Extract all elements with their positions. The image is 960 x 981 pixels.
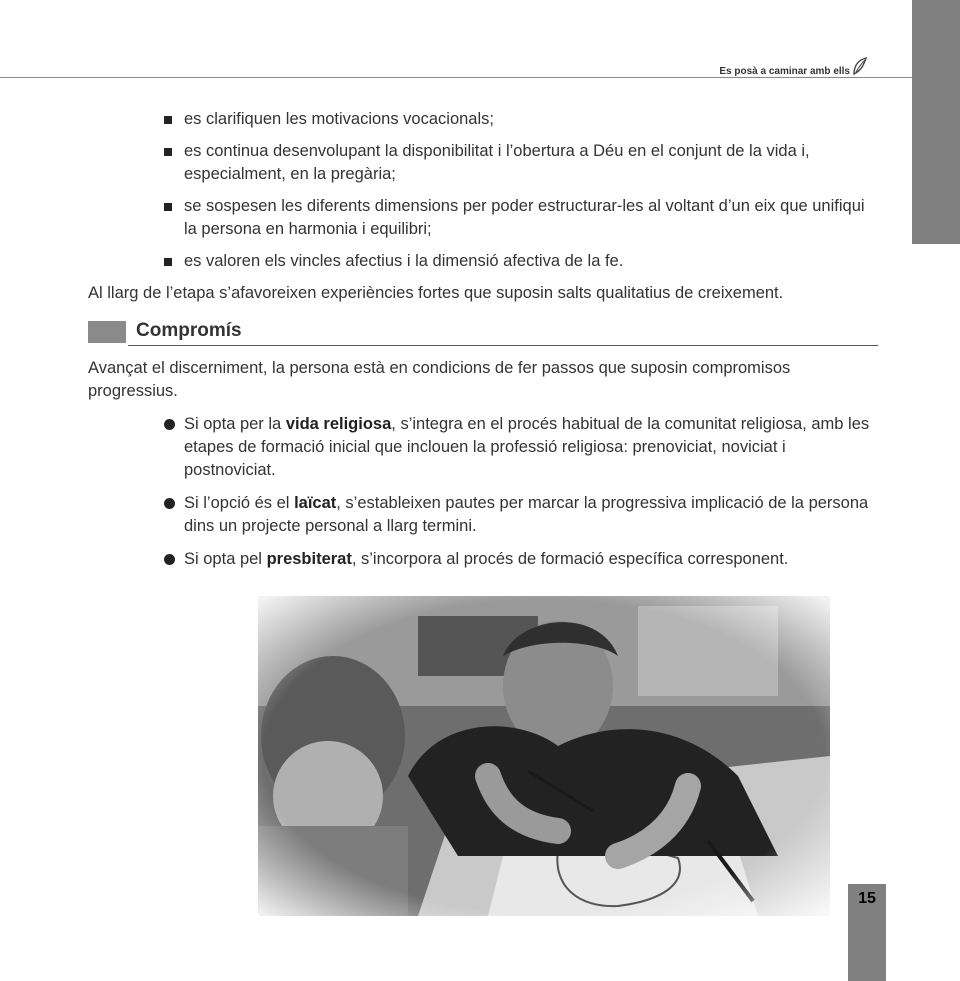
section-heading [88,321,878,347]
round-bullet-icon [164,498,175,509]
section-paragraph: Avançat el discerniment, la persona està en condicions de fer passos que suposin compromisos progressius. [88,359,791,400]
list-item: es clarifiquen les motivacions vocacionals; [88,108,878,131]
round-bullet-icon [164,419,175,430]
header-rule [0,77,912,78]
photo-students-drawing [258,596,830,916]
list-item: es valoren els vincles afectius i la dimensió afectiva de la fe. [88,250,878,273]
square-bullet-icon [164,203,172,211]
list-item: Si l’opció és el laïcat, s’estableixen pautes per marcar la progressiva implicació de la persona dins un projecte personal a llarg termini. [88,492,878,538]
section-marker [88,321,126,343]
photo-illustration [258,596,830,916]
side-tab [912,0,960,244]
leaf-logo-icon [850,56,870,76]
section-rule [128,345,878,346]
page-number-tab [848,884,886,981]
square-bullet-icon [164,116,172,124]
intro-paragraph: Al llarg de l’etapa s’afavoreixen experiències fortes que suposin salts qualitatius de creixement. [88,284,784,302]
intro-bullet-list [88,108,878,273]
main-content [88,108,878,581]
list-item: Si opta per la vida religiosa, s’integra en el procés habitual de la comunitat religiosa, amb les etapes de formació inicial que inclouen la professió religiosa: prenoviciat, noviciat i postnoviciat. [88,413,878,482]
square-bullet-icon [164,148,172,156]
square-bullet-icon [164,258,172,266]
round-bullet-icon [164,554,175,565]
list-item: es continua desenvolupant la disponibilitat i l’obertura a Déu en el conjunt de la vida i, especialment, en la pregària; [88,140,878,186]
option-list [88,413,878,571]
list-item: se sospesen les diferents dimensions per poder estructurar-les al voltant d’un eix que unifiqui la persona en harmonia i equilibri; [88,195,878,241]
section-title: Compromís [136,320,242,341]
running-title: Es posà a caminar amb ells [719,66,850,77]
page-number: 15 [858,890,876,907]
list-item: Si opta pel presbiterat, s’incorpora al procés de formació específica corresponent. [88,548,878,571]
